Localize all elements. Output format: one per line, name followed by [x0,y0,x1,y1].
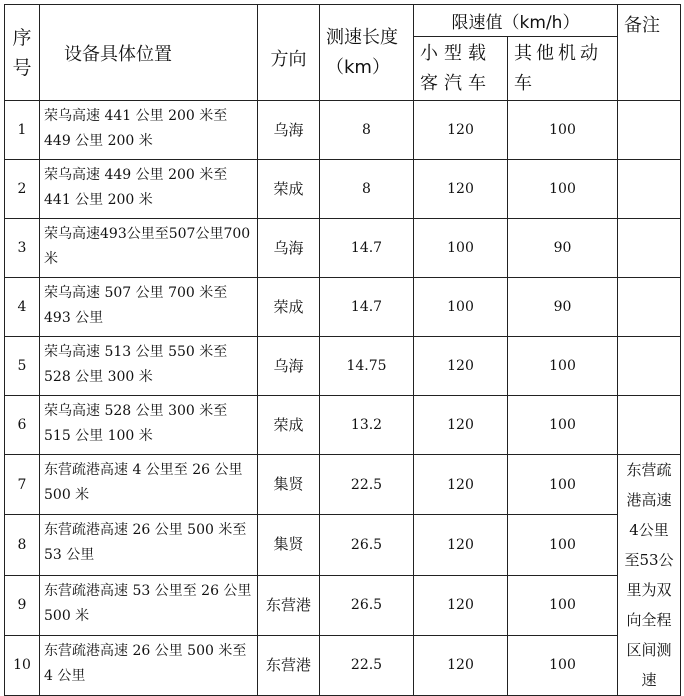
header-other-vehicle: 其他机动车 [508,37,618,101]
row-length: 22.5 [320,455,414,515]
table-row [5,160,681,219]
row-small-car-limit: 120 [414,575,508,635]
header-small-car: 小型载客汽车 [414,37,508,101]
row-other-limit: 100 [508,455,618,515]
row-direction: 荣成 [258,160,320,219]
row-direction: 东营港 [258,575,320,635]
row-length: 26.5 [320,575,414,635]
row-location: 荣乌高速493公里至507公里700米 [40,219,258,278]
row-location: 东营疏港高速 26 公里 500 米至 4 公里 [40,635,258,695]
row-location: 东营疏港高速 4 公里至 26 公里 500 米 [40,455,258,515]
row-other-limit: 90 [508,219,618,278]
row-length: 8 [320,101,414,160]
table-row [5,337,681,396]
note-interval-speed: 东营疏港高速4公里至53公里为双向全程区间测速 [618,455,681,696]
header-direction: 方向 [258,5,320,101]
row-other-limit: 100 [508,160,618,219]
row-note [618,337,681,396]
row-length: 8 [320,160,414,219]
row-small-car-limit: 120 [414,101,508,160]
row-small-car-limit: 120 [414,160,508,219]
row-direction: 乌海 [258,101,320,160]
row-seq: 1 [5,101,40,160]
row-other-limit: 100 [508,396,618,455]
table-row [5,396,681,455]
row-direction: 集贤 [258,455,320,515]
row-location: 东营疏港高速 26 公里 500 米至 53 公里 [40,515,258,575]
speed-camera-table [4,4,681,696]
row-location: 荣乌高速 441 公里 200 米至 449 公里 200 米 [40,101,258,160]
row-direction: 集贤 [258,515,320,575]
row-other-limit: 90 [508,278,618,337]
row-length: 22.5 [320,635,414,695]
row-seq: 2 [5,160,40,219]
row-seq: 6 [5,396,40,455]
row-direction: 东营港 [258,635,320,695]
row-direction: 荣成 [258,396,320,455]
row-length: 26.5 [320,515,414,575]
row-length: 13.2 [320,396,414,455]
row-length: 14.7 [320,278,414,337]
row-small-car-limit: 120 [414,635,508,695]
header-limit-group: 限速值（km/h） [414,5,618,37]
header-length: 测速长度（km） [320,5,414,101]
table-row [5,101,681,160]
header-note: 备注 [618,5,681,101]
row-location: 荣乌高速 507 公里 700 米至 493 公里 [40,278,258,337]
row-other-limit: 100 [508,337,618,396]
row-seq: 10 [5,635,40,695]
row-note [618,160,681,219]
row-location: 荣乌高速 513 公里 550 米至 528 公里 300 米 [40,337,258,396]
row-length: 14.75 [320,337,414,396]
row-other-limit: 100 [508,101,618,160]
header-location: 设备具体位置 [40,5,258,101]
row-seq: 5 [5,337,40,396]
row-small-car-limit: 120 [414,455,508,515]
row-note [618,278,681,337]
row-seq: 7 [5,455,40,515]
row-small-car-limit: 120 [414,396,508,455]
table-row [5,455,681,515]
row-direction: 荣成 [258,278,320,337]
row-seq: 9 [5,575,40,635]
row-location: 荣乌高速 528 公里 300 米至 515 公里 100 米 [40,396,258,455]
table-row [5,278,681,337]
table-row [5,515,681,575]
table-row [5,575,681,635]
table-row [5,219,681,278]
row-seq: 3 [5,219,40,278]
table-row [5,635,681,695]
row-note [618,101,681,160]
row-small-car-limit: 100 [414,219,508,278]
row-small-car-limit: 120 [414,337,508,396]
row-other-limit: 100 [508,635,618,695]
row-direction: 乌海 [258,337,320,396]
row-location: 东营疏港高速 53 公里至 26 公里 500 米 [40,575,258,635]
row-other-limit: 100 [508,575,618,635]
row-direction: 乌海 [258,219,320,278]
row-small-car-limit: 100 [414,278,508,337]
row-note [618,396,681,455]
row-other-limit: 100 [508,515,618,575]
row-seq: 4 [5,278,40,337]
row-seq: 8 [5,515,40,575]
row-length: 14.7 [320,219,414,278]
row-location: 荣乌高速 449 公里 200 米至 441 公里 200 米 [40,160,258,219]
row-note [618,219,681,278]
row-small-car-limit: 120 [414,515,508,575]
header-seq: 序号 [5,5,40,101]
